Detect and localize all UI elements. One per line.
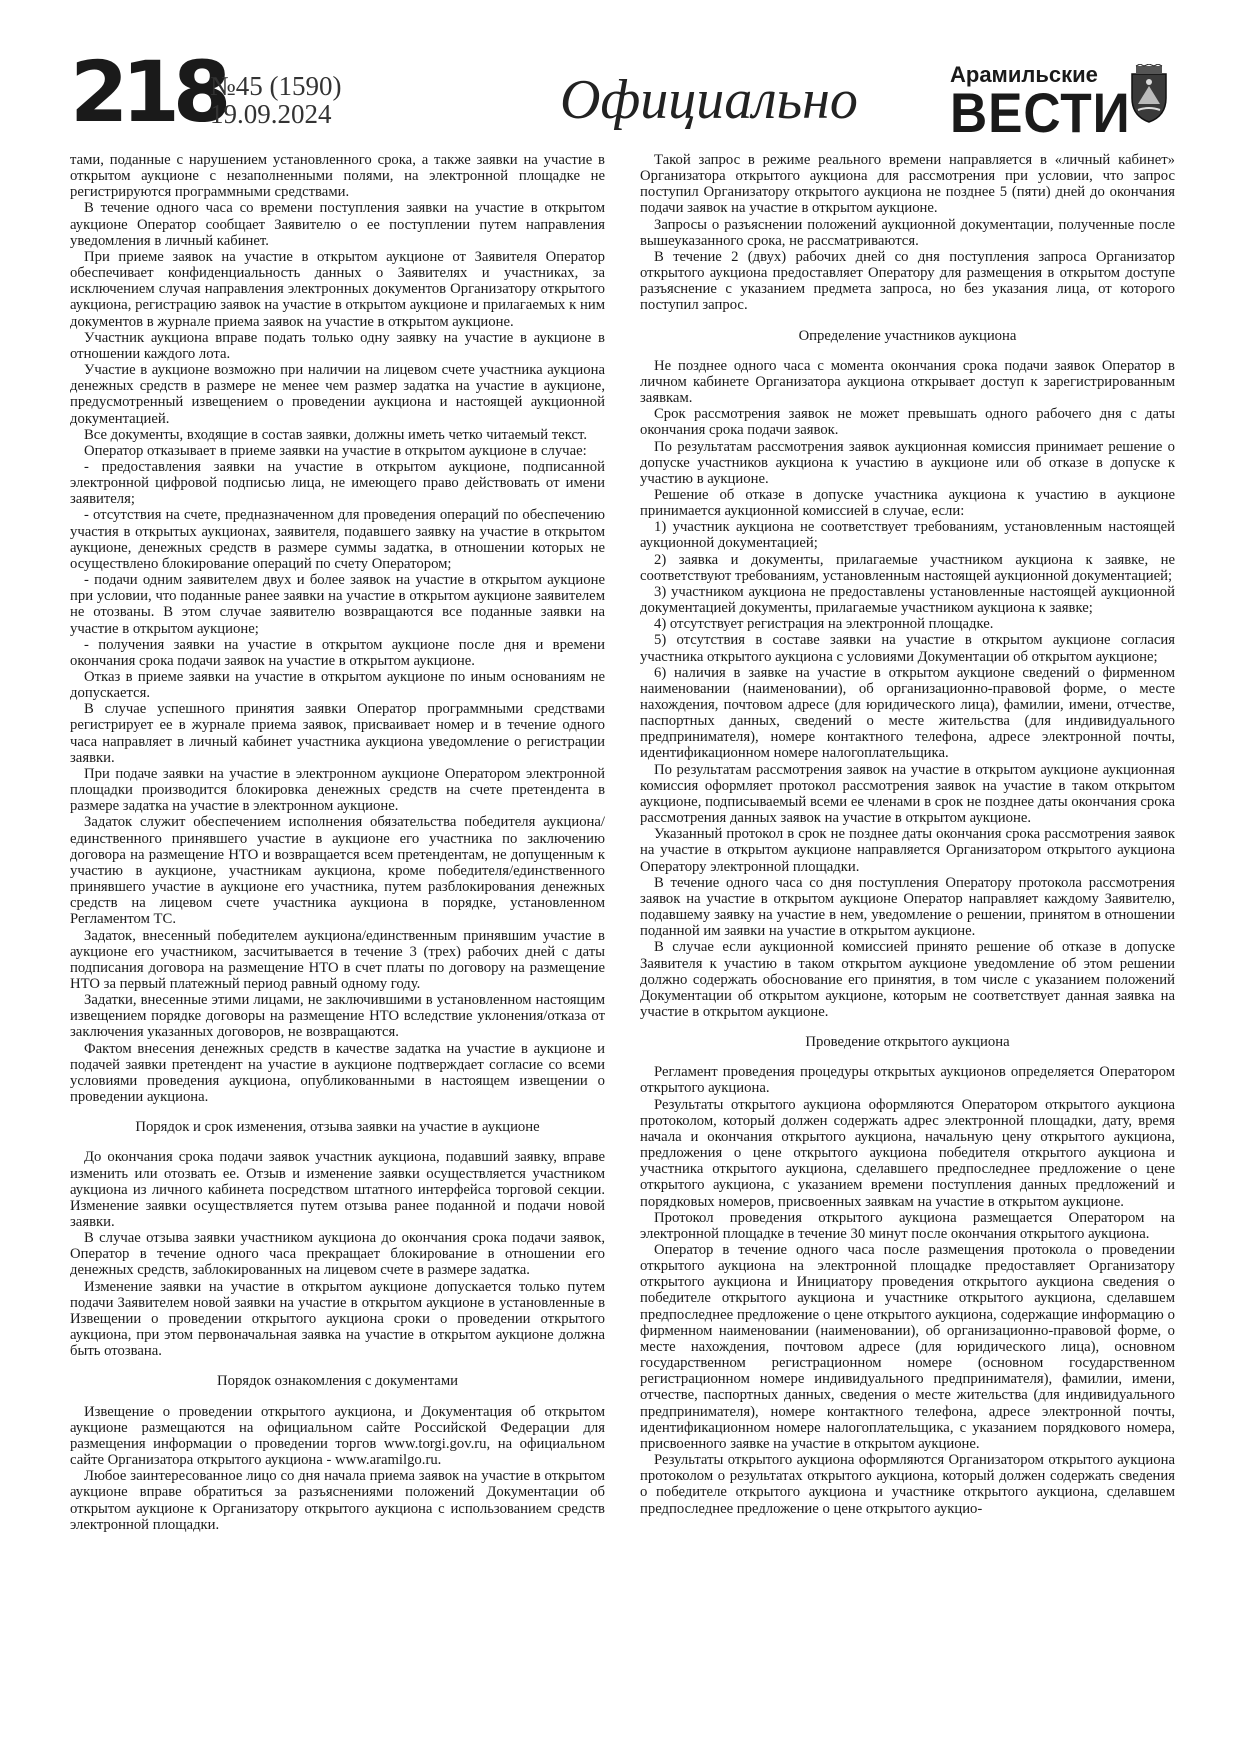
- paragraph: Извещение о проведении открытого аукциона, и Документация об открытом аукционе размещаются на официальном сайте Российской Федерации для размещения информации о проведении торгов www.torgi.gov.ru, на официальном сайте Организатора открытого аукциона - www.aramilgo.ru.: [70, 1403, 605, 1469]
- paragraph: По результатам рассмотрения заявок аукционная комиссия принимает решение о допуске участников аукциона к участию в аукционе или об отказе в допуске к участию в аукционе.: [640, 438, 1175, 487]
- paragraph: 4) отсутствует регистрация на электронной площадке.: [654, 616, 994, 633]
- logo-big-text: ВЕСТИ: [950, 81, 1131, 144]
- paragraph: Фактом внесения денежных средств в качестве задатка на участие в аукционе и подачей заявки претендент на участие в аукционе подтверждает согласие со всеми условиями проведения аукциона, опубликованными в настоящем извещении о проведении аукциона.: [70, 1040, 605, 1106]
- paragraph: В случае если аукционной комиссией принято решение об отказе в допуске Заявителя к участию в таком открытом аукционе уведомление об этом решении должно содержать обоснование его принятия, в том числе с указанием положений Документации об открытом аукционе, которым не соответствует данная заявка на участие в открытом аукционе.: [640, 939, 1175, 1020]
- paragraph: До окончания срока подачи заявок участник аукциона, подавший заявку, вправе изменить или отозвать ее. Отзыв и изменение заявки осуществляется участником аукциона из личного кабинета посредством штатного интерфейса торговой секции. Изменение заявки осуществляется путем отзыва ранее поданной и подачи новой заявки.: [70, 1149, 605, 1230]
- logo-small-text: Арамильские: [950, 62, 1098, 87]
- paragraph: 3) участником аукциона не предоставлены установленные настоящей аукционной документацией документы, прилагаемые участником аукциона к заявке;: [640, 583, 1175, 617]
- paragraph: Протокол проведения открытого аукциона размещается Оператором на электронной площадке в течение 30 минут после окончания открытого аукциона.: [640, 1209, 1175, 1242]
- paragraph: - предоставления заявки на участие в открытом аукционе, подписанной электронной цифровой подписью лица, не имеющего право действовать от имени заявителя;: [70, 458, 605, 508]
- paragraph: Задаток служит обеспечением исполнения обязательства победителя аукциона/единственного принявшего участие в аукционе его участника по заключению договора на размещение НТО и возвращается всем претендентам, не допущенным к участию в аукционе, участникам аукциона, кроме победителя/единственного принявшего участие в аукционе его участника, путем разблокирования денежных средств на лицевом счете участника аукциона в порядке, установленном Регламентом ТС.: [70, 814, 605, 928]
- paragraph: 6) наличия в заявке на участие в открытом аукционе сведений о фирменном наименовании (наименовании), об организационно-правовой форме, о месте нахождения, почтовом адресе (для юридического лица), фамилии, имени, отчестве, паспортных данных, сведений о месте жительства (для индивидуального предпринимателя), номере контактного телефона, адресе электронной почты, идентификационном номере налогоплательщика.: [640, 664, 1175, 762]
- section-title: Официально: [560, 69, 858, 131]
- left-column: [70, 152, 605, 1533]
- paragraph: В случае отзыва заявки участником аукциона до окончания срока подачи заявок, Оператор в течение одного часа прекращает блокирование в отношении его денежных средств, заблокированных на лицевом счете в размере задатка.: [70, 1230, 605, 1279]
- paragraph: По результатам рассмотрения заявок на участие в открытом аукционе аукционная комиссия оформляет протокол рассмотрения заявок на участие в таком открытом аукционе, подписываемый всеми ее членами в срок не позднее даты окончания срока рассмотрения данных заявок на участие в открытом аукционе.: [640, 761, 1175, 827]
- section-heading: Определение участников аукциона: [798, 327, 1017, 344]
- paragraph: Все документы, входящие в состав заявки, должны иметь четко читаемый текст.: [84, 426, 588, 443]
- paragraph: Не позднее одного часа с момента окончания срока подачи заявок Оператор в личном кабинете Организатора аукциона открывает доступ к зарегистрированным заявкам.: [640, 357, 1175, 407]
- paragraph: Указанный протокол в срок не позднее даты окончания срока рассмотрения заявок на участие в открытом аукционе направляется Организатором открытого аукциона Оператору электронной площадки.: [640, 826, 1175, 875]
- paragraph: Участие в аукционе возможно при наличии на лицевом счете участника аукциона денежных средств в размере не менее чем размер задатка на участие в аукционе, предусмотренный извещением о проведении аукциона и настоящей аукционной документацией.: [70, 362, 605, 427]
- newspaper-logo: [950, 62, 1180, 142]
- paragraph: В течение 2 (двух) рабочих дней со дня поступления запроса Организатор открытого аукциона предоставляет Оператору для размещения в открытом доступе разъяснение с указанием предмета запроса, но без указания лица, от которого поступил запрос.: [640, 248, 1175, 314]
- paragraph: Запросы о разъяснении положений аукционной документации, полученные после вышеуказанного срока, не рассматриваются.: [640, 216, 1175, 249]
- paragraph: Срок рассмотрения заявок не может превышать одного рабочего дня с даты окончания срока подачи заявок.: [640, 406, 1175, 439]
- issue-info: [210, 72, 342, 128]
- paragraph: Оператор отказывает в приеме заявки на участие в открытом аукционе в случае:: [84, 442, 587, 459]
- paragraph: При подаче заявки на участие в электронном аукционе Оператором электронной площадки производится блокировка денежных средств на счете претендента в размере задатка на участие в электронном аукционе.: [70, 765, 605, 815]
- paragraph: Решение об отказе в допуске участника аукциона к участию в аукционе принимается аукционной комиссией в случае, если:: [640, 486, 1175, 520]
- issue-number: №45 (1590): [210, 71, 342, 101]
- page-number: 218: [70, 43, 225, 141]
- paragraph: Отказ в приеме заявки на участие в открытом аукционе по иным основаниям не допускается.: [70, 669, 605, 702]
- paragraph: Результаты открытого аукциона оформляются Оператором открытого аукциона протоколом, который должен содержать адрес электронной площадки, дату, время начала и окончания открытого аукциона, начальную цену открытого аукциона, предложения о цене открытого аукциона победителя открытого аукциона и участника открытого аукциона, сделавшего предпоследнее предложение о цене открытого аукциона, с указанием времени поступления данных предложений и порядковых номеров, присвоенных заявкам на участие в открытом аукционе.: [640, 1096, 1175, 1210]
- paragraph: - получения заявки на участие в открытом аукционе после дня и времени окончания срока подачи заявок на участие в открытом аукционе.: [70, 636, 605, 669]
- paragraph: В течение одного часа со дня поступления Оператору протокола рассмотрения заявок на участие в открытом аукционе Оператор направляет каждому Заявителю, подавшему заявку на участие в нем, уведомление о решении, принятом в отношении поданной им заявки на участие в открытом аукционе.: [640, 874, 1175, 940]
- paragraph: В течение одного часа со времени поступления заявки на участие в открытом аукционе Оператор сообщает Заявителю о ее поступлении путем направления уведомления в личный кабинет.: [70, 200, 605, 249]
- paragraph: Результаты открытого аукциона оформляются Организатором открытого аукциона протоколом о результатах открытого аукциона, который должен содержать сведения о победителе открытого аукциона и участнике открытого аукциона, сделавшем предпоследнее предложение о цене открытого аукцио-: [640, 1452, 1175, 1517]
- paragraph: Изменение заявки на участие в открытом аукционе допускается только путем подачи Заявителем новой заявки на участие в открытом аукционе в установленные в Извещении о проведении открытого аукциона сроки о проведении открытого аукциона, при этом первоначальная заявка на участие в открытом аукционе должна быть отозвана.: [70, 1278, 605, 1360]
- paragraph: Задаток, внесенный победителем аукциона/единственным принявшим участие в аукционе его участником, засчитывается в течение 3 (трех) рабочих дней с даты подписания договора на размещение НТО в счет платы по договору на размещение НТО за первый платежный период равный одному году.: [70, 927, 605, 992]
- paragraph: Регламент проведения процедуры открытых аукционов определяется Оператором открытого аукциона.: [640, 1064, 1175, 1097]
- right-column: [640, 152, 1175, 1517]
- paragraph: - подачи одним заявителем двух и более заявок на участие в открытом аукционе при условии, что поданные ранее заявки на участие в открытом аукционе заявителем не отозваны. В этом случае заявителю возвращаются все поданные заявки на участие в открытом аукционе;: [70, 572, 605, 637]
- paragraph: Участник аукциона вправе подать только одну заявку на участие в аукционе в отношении каждого лота.: [70, 329, 605, 362]
- paragraph: 2) заявка и документы, прилагаемые участником аукциона к заявке, не соответствуют требованиям, установленным настоящей аукционной документацией;: [640, 551, 1175, 584]
- paragraph: Оператор в течение одного часа после размещения протокола о проведении открытого аукциона на электронной площадке предоставляет Организатору открытого аукциона и Инициатору проведения открытого аукциона сведения о победителе открытого аукциона и участнике открытого аукциона, сделавшем предпоследнее предложение о цене открытого аукциона, содержащие информацию о фирменном наименовании (наименовании), об организационно-правовой форме, о месте нахождения, почтовом адресе (для юридического лица), основном государственном регистрационном номере (основном государственном регистрационном номере индивидуального предпринимателя), фамилии, имени, отчестве, паспортных данных, сведения о месте жительства (для индивидуального предпринимателя), номере контактного телефона, адресе электронной почты, идентификационном номере налогоплательщика, с указанием порядкового номера, присвоенного заявке на участие в открытом аукционе.: [640, 1242, 1175, 1452]
- paragraph: тами, поданные с нарушением установленного срока, а также заявки на участие в открытом аукционе с незаполненными полями, на электронной площадке не регистрируются программными средствами.: [70, 152, 605, 201]
- paragraph: 5) отсутствия в составе заявки на участие в открытом аукционе согласия участника открытого аукциона с условиями Документации об открытом аукционе;: [640, 632, 1175, 665]
- section-heading: Порядок и срок изменения, отзыва заявки на участие в аукционе: [135, 1119, 540, 1136]
- paragraph: - отсутствия на счете, предназначенном для проведения операций по обеспечению участия в открытых аукционах, заявителя, подавшего заявку на участие в открытом аукционе, денежных средств в размере суммы задатка, в отношении которых не осуществлено блокирование операций по счету Оператором;: [70, 507, 605, 572]
- paragraph: 1) участник аукциона не соответствует требованиям, установленным настоящей аукционной документацией;: [640, 519, 1175, 552]
- paragraph: Такой запрос в режиме реального времени направляется в «личный кабинет» Организатора открытого аукциона для рассмотрения при условии, что запрос поступил Организатору открытого аукциона не позднее 5 (пяти) дней до окончания подачи заявок на участие в открытом аукционе.: [640, 152, 1175, 217]
- paragraph: Любое заинтересованное лицо со дня начала приема заявок на участие в открытом аукционе вправе обратиться за разъяснениями положений Документации об открытом аукционе к Организатору открытого аукциона с использованием средств электронной площадки.: [70, 1468, 605, 1533]
- section-heading: Порядок ознакомления с документами: [217, 1373, 458, 1390]
- paragraph: При приеме заявок на участие в открытом аукционе от Заявителя Оператор обеспечивает конфиденциальность данных о Заявителях и участниках, за исключением случая направления электронных документов Организатору открытого аукциона, регистрацию заявок на участие в открытом аукционе и прилагаемых к ним документов в журнале приема заявок на участие в открытом аукционе.: [70, 248, 605, 330]
- paragraph: Задатки, внесенные этими лицами, не заключившими в установленном настоящим извещением порядке договоры на размещение НТО вследствие уклонения/отказа от заключения указанных договоров, не возвращаются.: [70, 992, 605, 1041]
- section-heading: Проведение открытого аукциона: [805, 1034, 1010, 1051]
- page-header: [70, 43, 1180, 150]
- issue-date: 19.09.2024: [210, 99, 332, 129]
- paragraph: В случае успешного принятия заявки Оператор программными средствами регистрирует ее в журнале приема заявок, присваивает номер и в течение одного часа направляет в личный кабинет участника аукциона уведомление о регистрации заявки.: [70, 701, 605, 766]
- city-crest-icon: [1126, 64, 1172, 124]
